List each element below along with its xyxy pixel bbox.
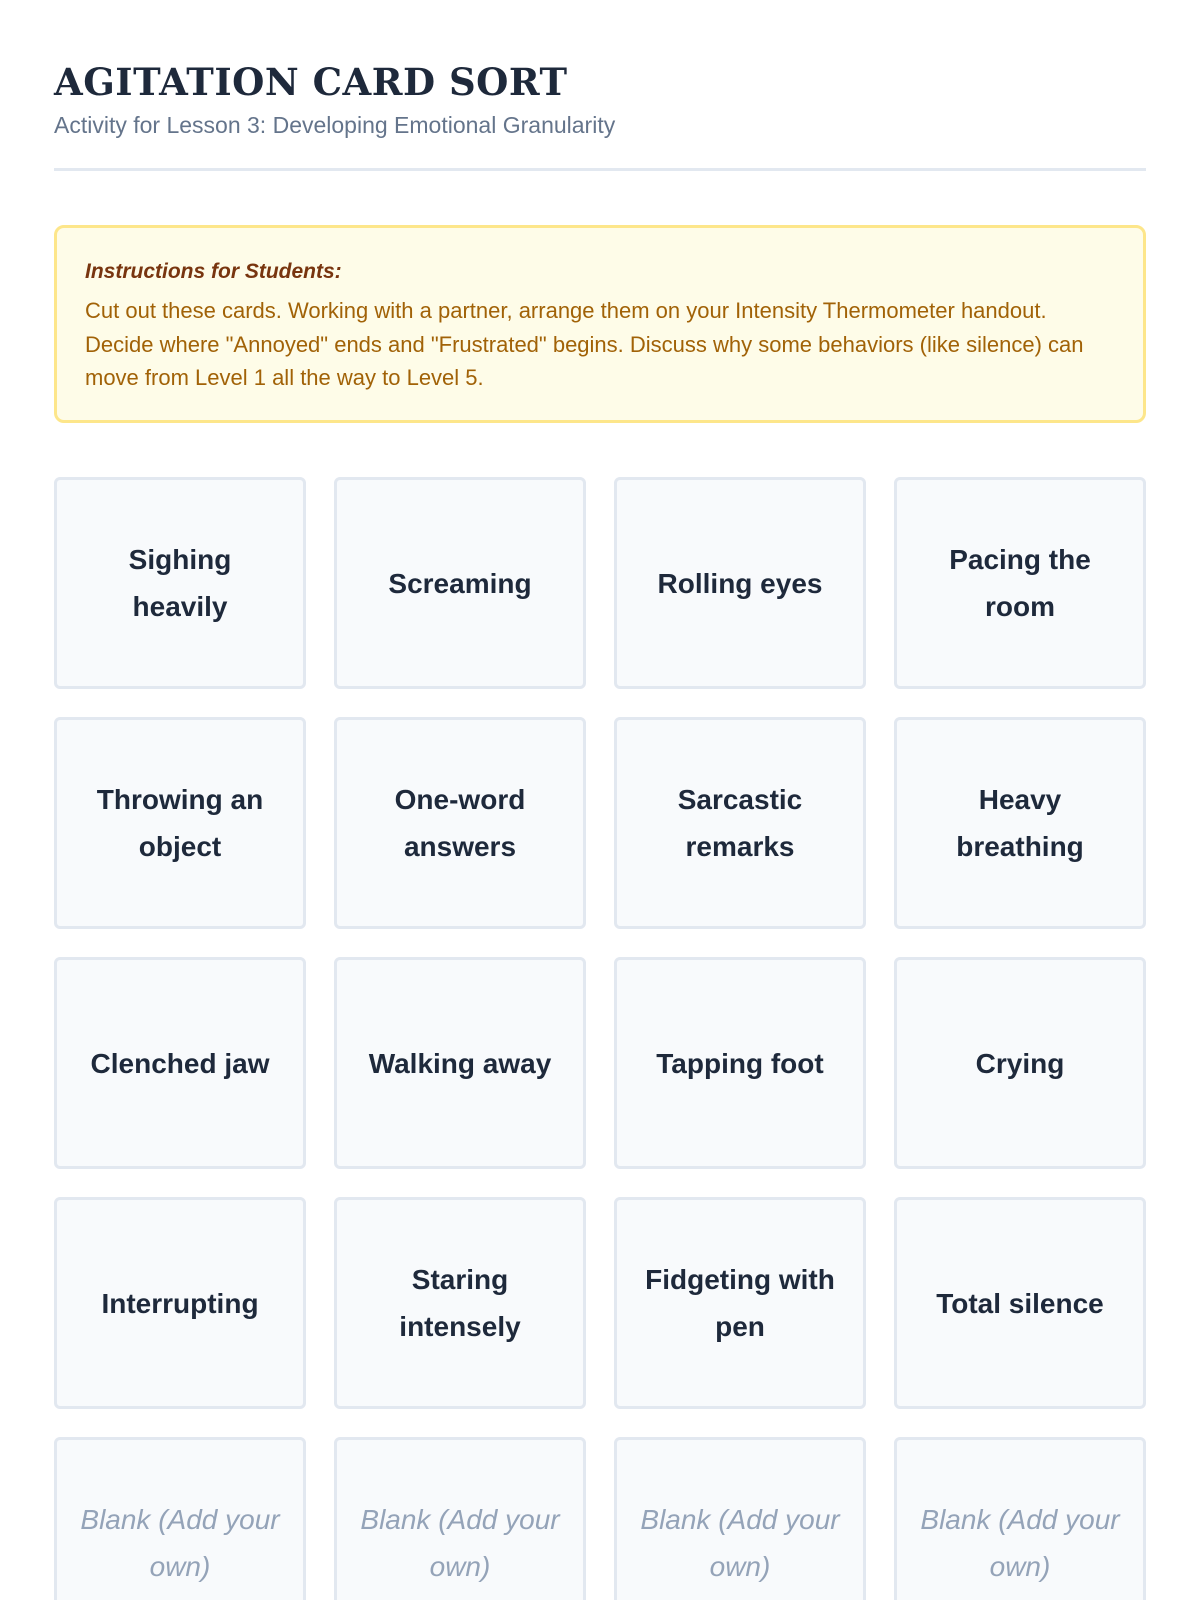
blank-card[interactable]: [614, 1437, 866, 1600]
behavior-card[interactable]: [334, 477, 586, 689]
instructions-box: [54, 225, 1146, 423]
card-label: Walking away: [368, 1047, 552, 1079]
card-label: Sarcastic remarks: [677, 784, 803, 862]
card-label: Blank (Add your own): [920, 1504, 1120, 1582]
card-label: Interrupting: [101, 1287, 259, 1319]
behavior-card[interactable]: [614, 957, 866, 1169]
card-label: Clenched jaw: [90, 1047, 270, 1079]
instructions-body: Cut out these cards. Working with a partner, arrange them on your Intensity Thermometer handout. Decide where "Annoyed" ends and "Frustrated" begins. Discuss why some behaviors (like silence) can move from Level 1 all the way to Level 5.: [85, 298, 1084, 390]
card-label: Sighing heavily: [128, 544, 232, 622]
card-label: Tapping foot: [656, 1047, 824, 1079]
page-subtitle: Activity for Lesson 3: Developing Emotional Granularity: [54, 112, 616, 138]
card-label: Fidgeting with pen: [645, 1264, 835, 1342]
card-label: Blank (Add your own): [360, 1504, 560, 1582]
behavior-card[interactable]: [614, 1197, 866, 1409]
card-label: Blank (Add your own): [80, 1504, 280, 1582]
behavior-card[interactable]: [614, 477, 866, 689]
instructions-title: Instructions for Students:: [85, 260, 342, 283]
header: [54, 0, 1146, 171]
card-label: Total silence: [936, 1287, 1104, 1319]
behavior-card[interactable]: [54, 717, 306, 929]
page-title: AGITATION CARD SORT: [54, 60, 568, 104]
behavior-card[interactable]: [614, 717, 866, 929]
card-label: Blank (Add your own): [640, 1504, 840, 1582]
behavior-card[interactable]: [894, 717, 1146, 929]
behavior-card[interactable]: [334, 957, 586, 1169]
behavior-card[interactable]: [894, 957, 1146, 1169]
card-label: Screaming: [388, 567, 532, 599]
behavior-card[interactable]: [894, 477, 1146, 689]
card-label: Throwing an object: [96, 784, 264, 862]
card-label: Staring intensely: [399, 1264, 521, 1342]
card-label: One-word answers: [394, 784, 526, 862]
blank-card[interactable]: [334, 1437, 586, 1600]
card-grid: [54, 477, 1146, 1600]
behavior-card[interactable]: [894, 1197, 1146, 1409]
card-label: Heavy breathing: [956, 784, 1084, 862]
behavior-card[interactable]: [334, 717, 586, 929]
card-label: Pacing the room: [949, 544, 1091, 622]
card-label: Crying: [975, 1047, 1065, 1079]
blank-card[interactable]: [894, 1437, 1146, 1600]
blank-card[interactable]: [54, 1437, 306, 1600]
behavior-card[interactable]: [54, 477, 306, 689]
card-label: Rolling eyes: [657, 567, 823, 599]
header-divider: [54, 168, 1146, 171]
behavior-card[interactable]: [54, 957, 306, 1169]
behavior-card[interactable]: [334, 1197, 586, 1409]
behavior-card[interactable]: [54, 1197, 306, 1409]
